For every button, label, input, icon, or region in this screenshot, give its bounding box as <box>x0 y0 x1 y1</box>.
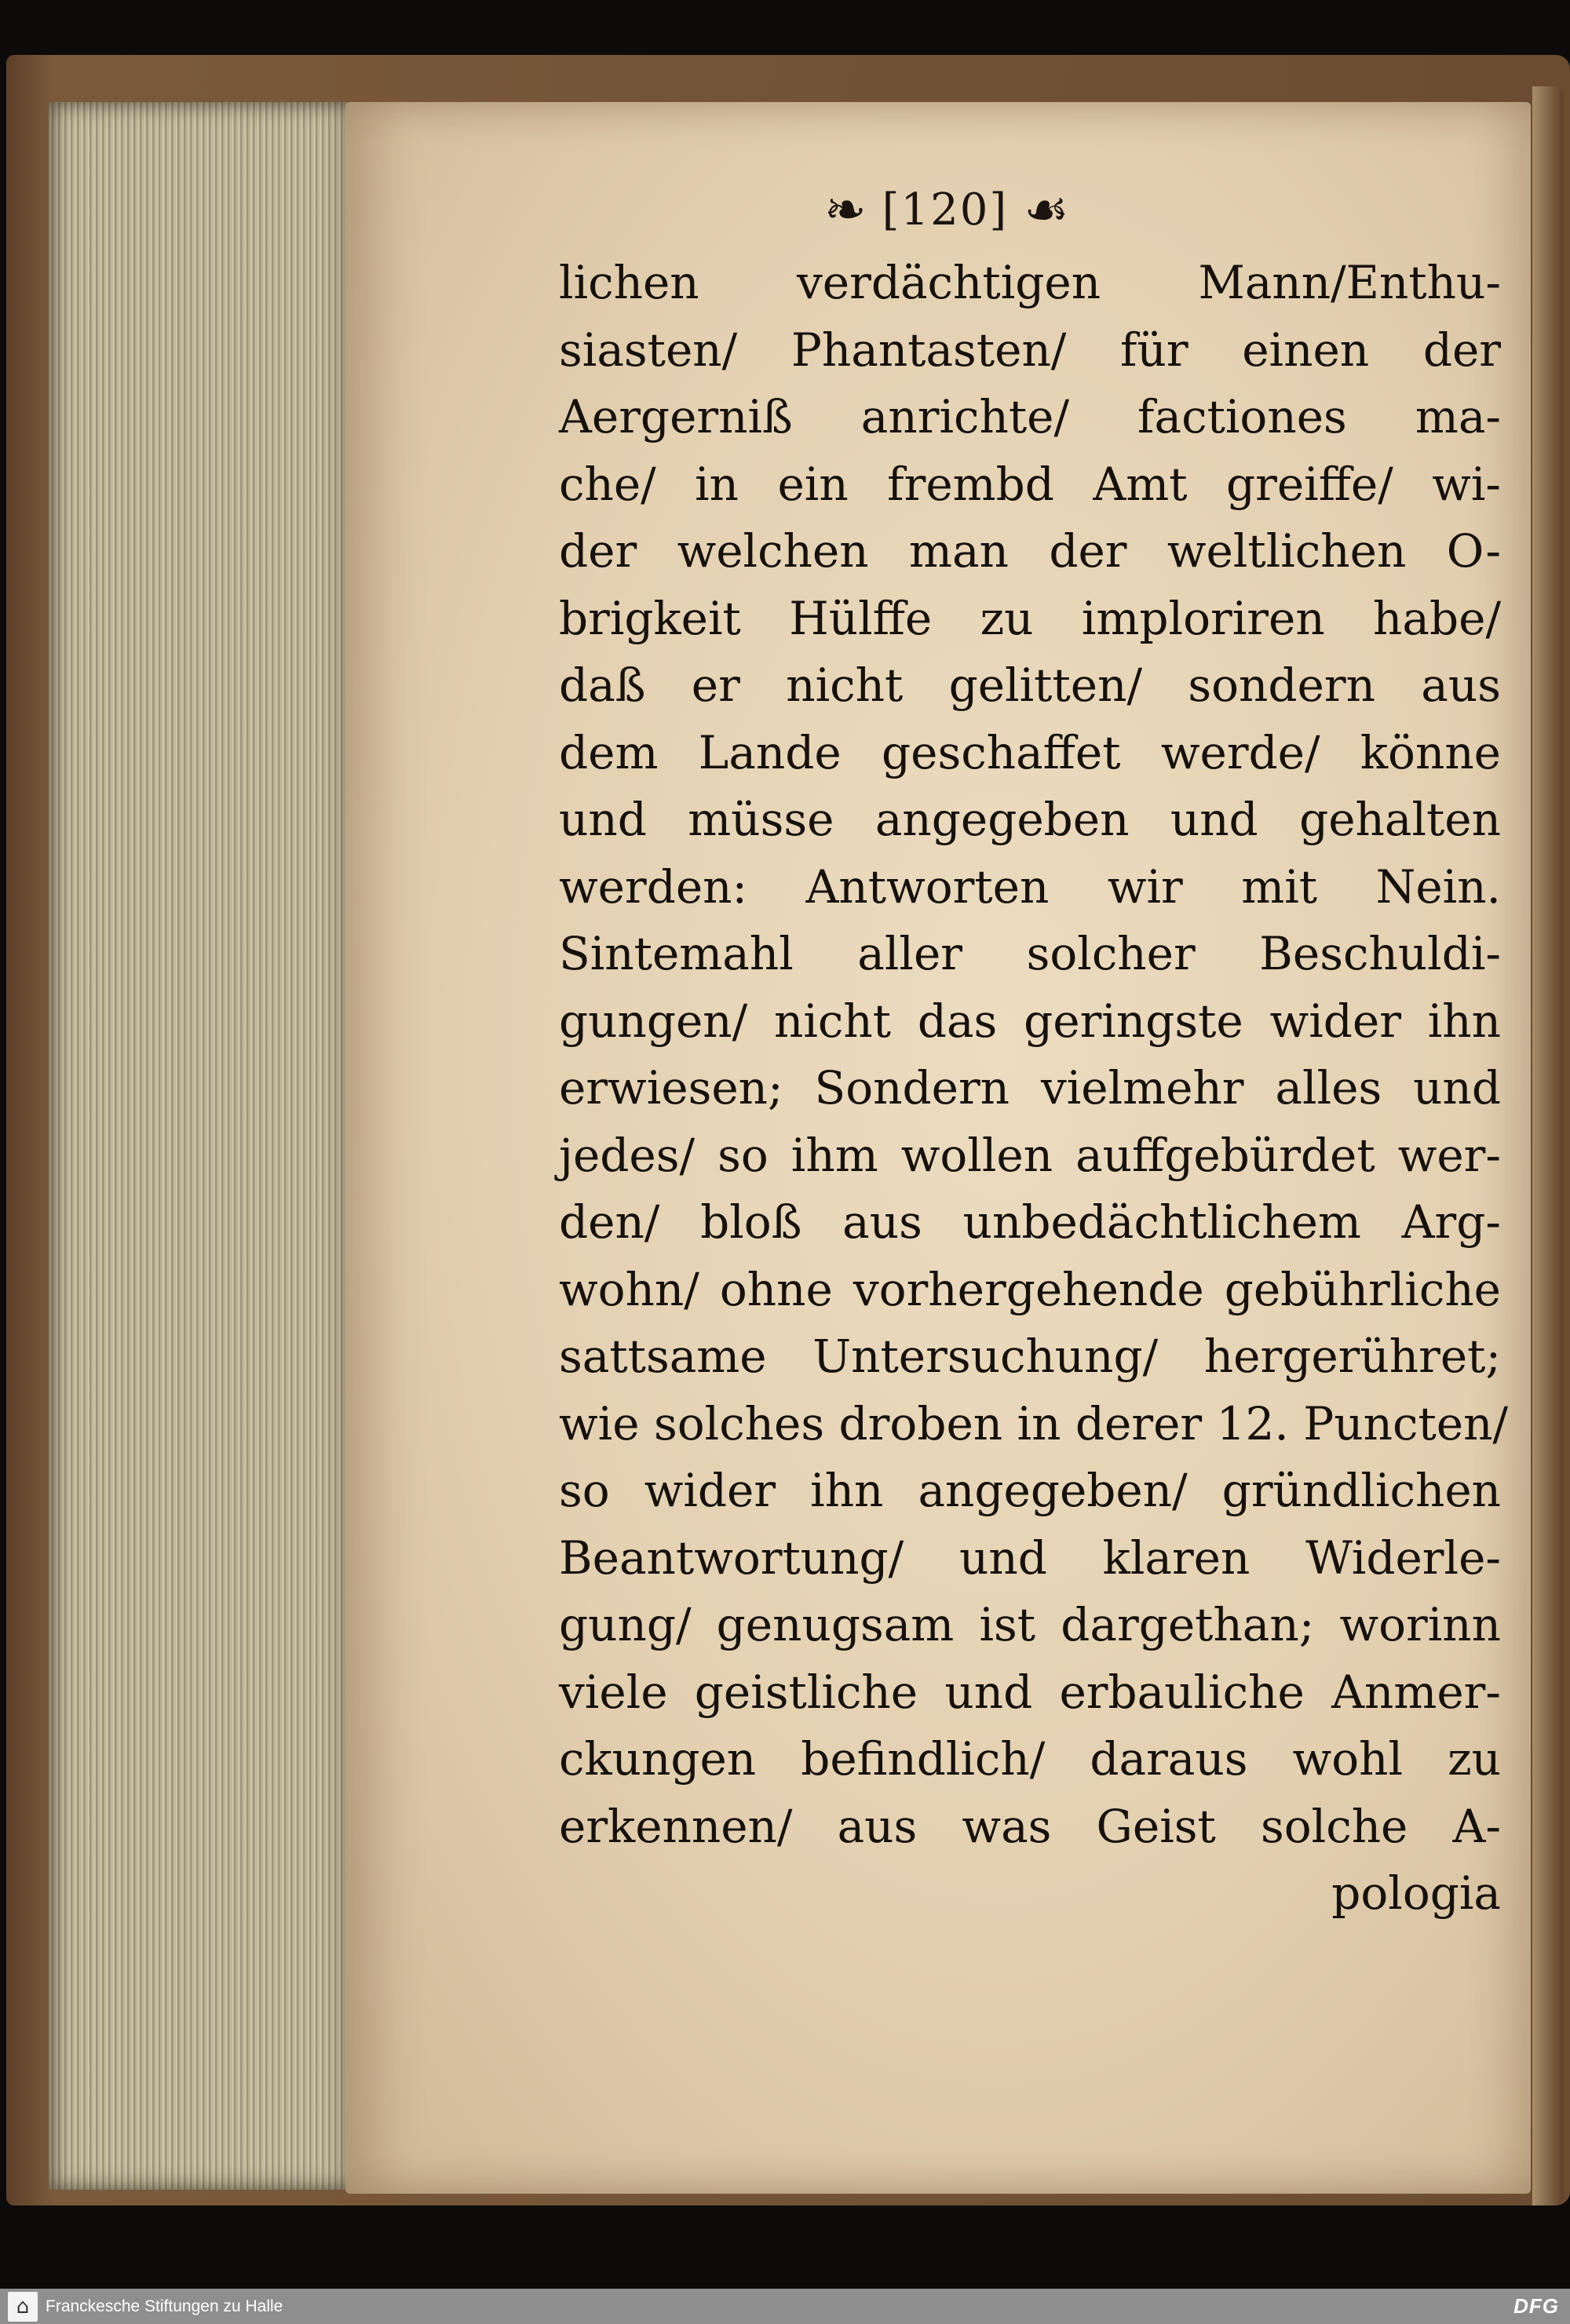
text-line: lichen verdächtigen Mann/Enthu- <box>559 256 1501 309</box>
body-text <box>559 250 1508 1928</box>
text-line: jedes/ so ihm wollen auffgebürdet wer- <box>559 1128 1501 1182</box>
institution-name: Franckesche Stiftungen zu Halle <box>46 2297 283 2315</box>
footer-institution <box>8 2292 283 2322</box>
building-icon: ⌂ <box>8 2292 38 2322</box>
text-line: Beantwortung/ und klaren Widerle- <box>559 1530 1501 1585</box>
text-line: Sintemahl aller solcher Beschuldi- <box>559 927 1501 980</box>
text-line: Aergerniß anrichte/ factiones ma- <box>559 390 1501 443</box>
text-line: werden: Antworten wir mit Nein. <box>559 859 1501 914</box>
page-header <box>824 181 1069 239</box>
text-line: wie solches droben in derer 12. Puncten/ <box>559 1396 1508 1450</box>
book-spine-edge <box>1532 86 1564 2205</box>
ornament-right-icon: ☙ <box>1024 181 1069 239</box>
text-line: so wider ihn angegeben/ gründlichen <box>559 1464 1501 1517</box>
text-line: erkennen/ aus was Geist solche A- <box>559 1799 1501 1853</box>
text-line: ckungen befindlich/ daraus wohl zu <box>559 1732 1501 1786</box>
text-line: gungen/ nicht das geringste wider ihn <box>559 994 1501 1048</box>
text-line: daß er nicht gelitten/ sondern aus <box>559 659 1501 712</box>
viewer-footer-bar <box>0 2289 1570 2324</box>
text-line: sattsame Untersuchung/ hergerühret; <box>559 1330 1501 1383</box>
text-line: dem Lande geschaffet werde/ könne <box>559 725 1501 779</box>
text-line: che/ in ein frembd Amt greiffe/ wi- <box>559 457 1501 511</box>
text-line: brigkeit Hülffe zu imploriren habe/ <box>559 591 1501 645</box>
text-line: erwiesen; Sondern vielmehr alles und <box>559 1061 1501 1115</box>
text-line: siasten/ Phantasten/ für einen der <box>559 323 1501 377</box>
ornament-left-icon: ❧ <box>824 181 867 239</box>
page-edges <box>49 102 363 2190</box>
catchword: pologia <box>1331 1866 1501 1920</box>
text-line: der welchen man der weltlichen O- <box>559 524 1501 578</box>
text-line: viele geistliche und erbauliche Anmer- <box>559 1665 1501 1719</box>
text-line: gung/ genugsam ist dargethan; worinn <box>559 1598 1501 1651</box>
page-number: [120] <box>882 184 1009 235</box>
text-line: den/ bloß aus unbedächtlichem Arg- <box>559 1195 1501 1249</box>
dfg-logo: DFG <box>1513 2294 1559 2318</box>
text-line: wohn/ ohne vorhergehende gebührliche <box>559 1262 1501 1316</box>
text-line: und müsse angegeben und gehalten <box>559 793 1501 846</box>
